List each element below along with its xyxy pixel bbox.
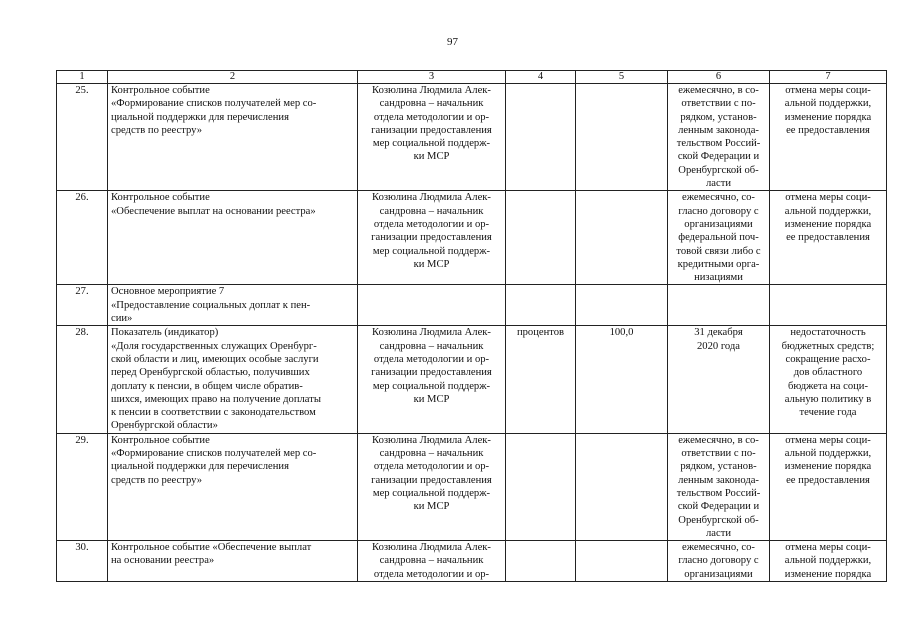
cell-text-line: отмена меры соци- xyxy=(785,192,871,204)
value-cell xyxy=(576,433,668,540)
cell-text-line: циальной поддержки для перечисления xyxy=(111,111,289,123)
cell-text-line: средств по реестру» xyxy=(111,474,202,486)
responsible-person-cell xyxy=(358,285,506,326)
cell-text-line: ее предоставления xyxy=(786,232,870,244)
cell-text-line: отмена меры соци- xyxy=(785,434,871,446)
value-cell xyxy=(576,84,668,191)
cell-text-line: ленным законода- xyxy=(678,124,759,136)
cell-text-line: изменение порядка xyxy=(784,461,872,473)
value-cell xyxy=(576,191,668,285)
table-row xyxy=(57,326,887,433)
deadline-cell xyxy=(668,191,770,285)
column-number-row xyxy=(57,71,887,84)
column-number: 6 xyxy=(668,71,770,84)
cell-text-line: мер социальной поддерж- xyxy=(372,487,491,499)
cell-text-line: сии» xyxy=(111,313,133,325)
cell-text-line: тельством Россий- xyxy=(676,138,761,150)
deadline-cell xyxy=(668,433,770,540)
deadline-cell xyxy=(668,285,770,326)
cell-text-line: рядком, установ- xyxy=(680,461,757,473)
cell-text-line: Оренбургской об- xyxy=(678,164,759,176)
row-number-cell: 26. xyxy=(57,191,108,285)
cell-text-line: сандровна – начальник xyxy=(379,340,484,352)
cell-text-line: циальной поддержки для перечисления xyxy=(111,461,289,473)
cell-text-line: ской Федерации и xyxy=(677,151,760,163)
table-row xyxy=(57,541,887,582)
unit-cell xyxy=(506,541,576,582)
risk-cell xyxy=(770,285,887,326)
cell-text-line: изменение порядка xyxy=(784,568,872,580)
cell-text-line: гласно договору с xyxy=(678,205,759,217)
risk-cell xyxy=(770,191,887,285)
cell-text-line: Козюлина Людмила Алек- xyxy=(372,192,491,204)
cell-text-line: сокращение расхо- xyxy=(785,353,871,365)
cell-text-line: изменение порядка xyxy=(784,111,872,123)
cell-text-line: 100,0 xyxy=(609,327,634,339)
cell-text-line: ганизации предоставления xyxy=(371,232,492,244)
cell-text-line: недостаточность xyxy=(790,327,866,339)
cell-text-line: ласти xyxy=(706,178,731,190)
cell-text-line: кредитными орга- xyxy=(677,258,760,270)
cell-text-line: отдела методологии и ор- xyxy=(373,218,490,230)
cell-text-line: бюджета на соци- xyxy=(787,380,869,392)
cell-text-line: сандровна – начальник xyxy=(379,555,484,567)
cell-text-line: Контрольное событие xyxy=(111,434,210,446)
cell-text-line: дов областного xyxy=(793,367,863,379)
cell-text-line: отдела методологии и ор- xyxy=(373,461,490,473)
column-number: 1 xyxy=(57,71,108,84)
cell-text-line: процентов xyxy=(516,327,565,339)
cell-text-line: ки МСР xyxy=(413,151,450,163)
cell-text-line: мер социальной поддерж- xyxy=(372,380,491,392)
page-number: 97 xyxy=(447,36,458,48)
deadline-cell xyxy=(668,541,770,582)
deadline-cell xyxy=(668,326,770,433)
cell-text-line: ки МСР xyxy=(413,393,450,405)
row-number-cell: 29. xyxy=(57,433,108,540)
cell-text-line: на основании реестра» xyxy=(111,555,215,567)
unit-cell xyxy=(506,285,576,326)
cell-text-line: ежемесячно, в со- xyxy=(678,434,759,446)
deadline-cell xyxy=(668,84,770,191)
cell-text-line: альную политику в xyxy=(784,393,872,405)
row-number-cell: 28. xyxy=(57,326,108,433)
responsible-person-cell xyxy=(358,433,506,540)
cell-text-line: федеральной поч- xyxy=(678,232,759,244)
risk-cell xyxy=(770,84,887,191)
cell-text-line: ответствии с по- xyxy=(681,98,756,110)
cell-text-line: мер социальной поддерж- xyxy=(372,138,491,150)
risk-cell xyxy=(770,433,887,540)
cell-text-line: ее предоставления xyxy=(786,474,870,486)
cell-text-line: Оренбургской об- xyxy=(678,514,759,526)
cell-text-line: ганизации предоставления xyxy=(371,124,492,136)
cell-text-line: альной поддержки, xyxy=(784,98,872,110)
cell-text-line: «Формирование списков получателей мер со- xyxy=(111,448,317,460)
measures-table xyxy=(56,70,887,582)
cell-text-line: ежемесячно, со- xyxy=(682,542,755,554)
cell-text-line: ки МСР xyxy=(413,258,450,270)
table-row xyxy=(57,191,887,285)
event-description-cell xyxy=(108,541,358,582)
cell-text-line: сандровна – начальник xyxy=(379,98,484,110)
cell-text-line: организациями xyxy=(684,218,753,230)
cell-text-line: ответствии с по- xyxy=(681,448,756,460)
cell-text-line: альной поддержки, xyxy=(784,205,872,217)
cell-text-line: Козюлина Людмила Алек- xyxy=(372,327,491,339)
unit-cell xyxy=(506,191,576,285)
column-number: 2 xyxy=(108,71,358,84)
table-row xyxy=(57,84,887,191)
row-number-cell: 27. xyxy=(57,285,108,326)
cell-text-line: отдела методологии и ор- xyxy=(373,111,490,123)
table-row xyxy=(57,433,887,540)
cell-text-line: сандровна – начальник xyxy=(379,205,484,217)
value-cell xyxy=(576,541,668,582)
cell-text-line: гласно договору с xyxy=(678,555,759,567)
cell-text-line: «Обеспечение выплат на основании реестра» xyxy=(111,205,316,217)
cell-text-line: ганизации предоставления xyxy=(371,367,492,379)
cell-text-line: тельством Россий- xyxy=(676,487,761,499)
column-number: 4 xyxy=(506,71,576,84)
cell-text-line: низациями xyxy=(694,272,743,284)
risk-cell xyxy=(770,541,887,582)
cell-text-line: Козюлина Людмила Алек- xyxy=(372,434,491,446)
cell-text-line: «Предоставление социальных доплат к пен- xyxy=(111,299,311,311)
cell-text-line: ласти xyxy=(706,527,731,539)
cell-text-line: средств по реестру» xyxy=(111,124,202,136)
cell-text-line: мер социальной поддерж- xyxy=(372,245,491,257)
cell-text-line: Основное мероприятие 7 xyxy=(111,286,225,298)
cell-text-line: отдела методологии и ор- xyxy=(373,353,490,365)
cell-text-line: 31 декабря xyxy=(694,327,743,339)
responsible-person-cell xyxy=(358,326,506,433)
event-description-cell xyxy=(108,326,358,433)
column-number: 5 xyxy=(576,71,668,84)
row-number-cell: 25. xyxy=(57,84,108,191)
cell-text-line: организациями xyxy=(684,568,753,580)
cell-text-line: ежемесячно, со- xyxy=(682,192,755,204)
cell-text-line: бюджетных средств; xyxy=(781,340,875,352)
event-description-cell xyxy=(108,285,358,326)
cell-text-line: Показатель (индикатор) xyxy=(111,327,219,339)
cell-text-line: ленным законода- xyxy=(678,474,759,486)
cell-text-line: Козюлина Людмила Алек- xyxy=(372,85,491,96)
value-cell xyxy=(576,326,668,433)
responsible-person-cell xyxy=(358,541,506,582)
value-cell xyxy=(576,285,668,326)
cell-text-line: отмена меры соци- xyxy=(785,85,871,96)
responsible-person-cell xyxy=(358,84,506,191)
cell-text-line: отмена меры соци- xyxy=(785,542,871,554)
cell-text-line: ганизации предоставления xyxy=(371,474,492,486)
cell-text-line: ской Федерации и xyxy=(677,501,760,513)
cell-text-line: ской области и лиц, имеющих особые заслуги xyxy=(111,353,319,365)
unit-cell xyxy=(506,84,576,191)
cell-text-line: изменение порядка xyxy=(784,218,872,230)
cell-text-line: рядком, установ- xyxy=(680,111,757,123)
cell-text-line: доплату к пенсии, в общем числе обратив- xyxy=(111,380,303,392)
cell-text-line: альной поддержки, xyxy=(784,555,872,567)
cell-text-line: сандровна – начальник xyxy=(379,448,484,460)
cell-text-line: ки МСР xyxy=(413,501,450,513)
cell-text-line: Контрольное событие xyxy=(111,192,210,204)
column-number: 3 xyxy=(358,71,506,84)
cell-text-line: 2020 года xyxy=(696,340,740,352)
unit-cell xyxy=(506,433,576,540)
risk-cell xyxy=(770,326,887,433)
cell-text-line: «Формирование списков получателей мер со- xyxy=(111,98,317,110)
cell-text-line: шихся, имеющих право на получение доплаты xyxy=(111,393,321,405)
cell-text-line: ежемесячно, в со- xyxy=(678,85,759,96)
cell-text-line: «Доля государственных служащих Оренбург- xyxy=(111,340,317,352)
cell-text-line: товой связи либо с xyxy=(676,245,761,257)
event-description-cell xyxy=(108,191,358,285)
row-number-cell: 30. xyxy=(57,541,108,582)
cell-text-line: перед Оренбургской областью, получивших xyxy=(111,367,310,379)
table-row xyxy=(57,285,887,326)
cell-text-line: Контрольное событие «Обеспечение выплат xyxy=(111,542,312,554)
column-number: 7 xyxy=(770,71,887,84)
responsible-person-cell xyxy=(358,191,506,285)
cell-text-line: к пенсии в соответствии с законодательством xyxy=(111,407,316,419)
cell-text-line: отдела методологии и ор- xyxy=(373,568,490,580)
cell-text-line: альной поддержки, xyxy=(784,448,872,460)
cell-text-line: ее предоставления xyxy=(786,124,870,136)
event-description-cell xyxy=(108,84,358,191)
cell-text-line: Контрольное событие xyxy=(111,85,210,96)
cell-text-line: Оренбургской области» xyxy=(111,420,218,432)
unit-cell xyxy=(506,326,576,433)
cell-text-line: течение года xyxy=(799,407,857,419)
cell-text-line: Козюлина Людмила Алек- xyxy=(372,542,491,554)
event-description-cell xyxy=(108,433,358,540)
